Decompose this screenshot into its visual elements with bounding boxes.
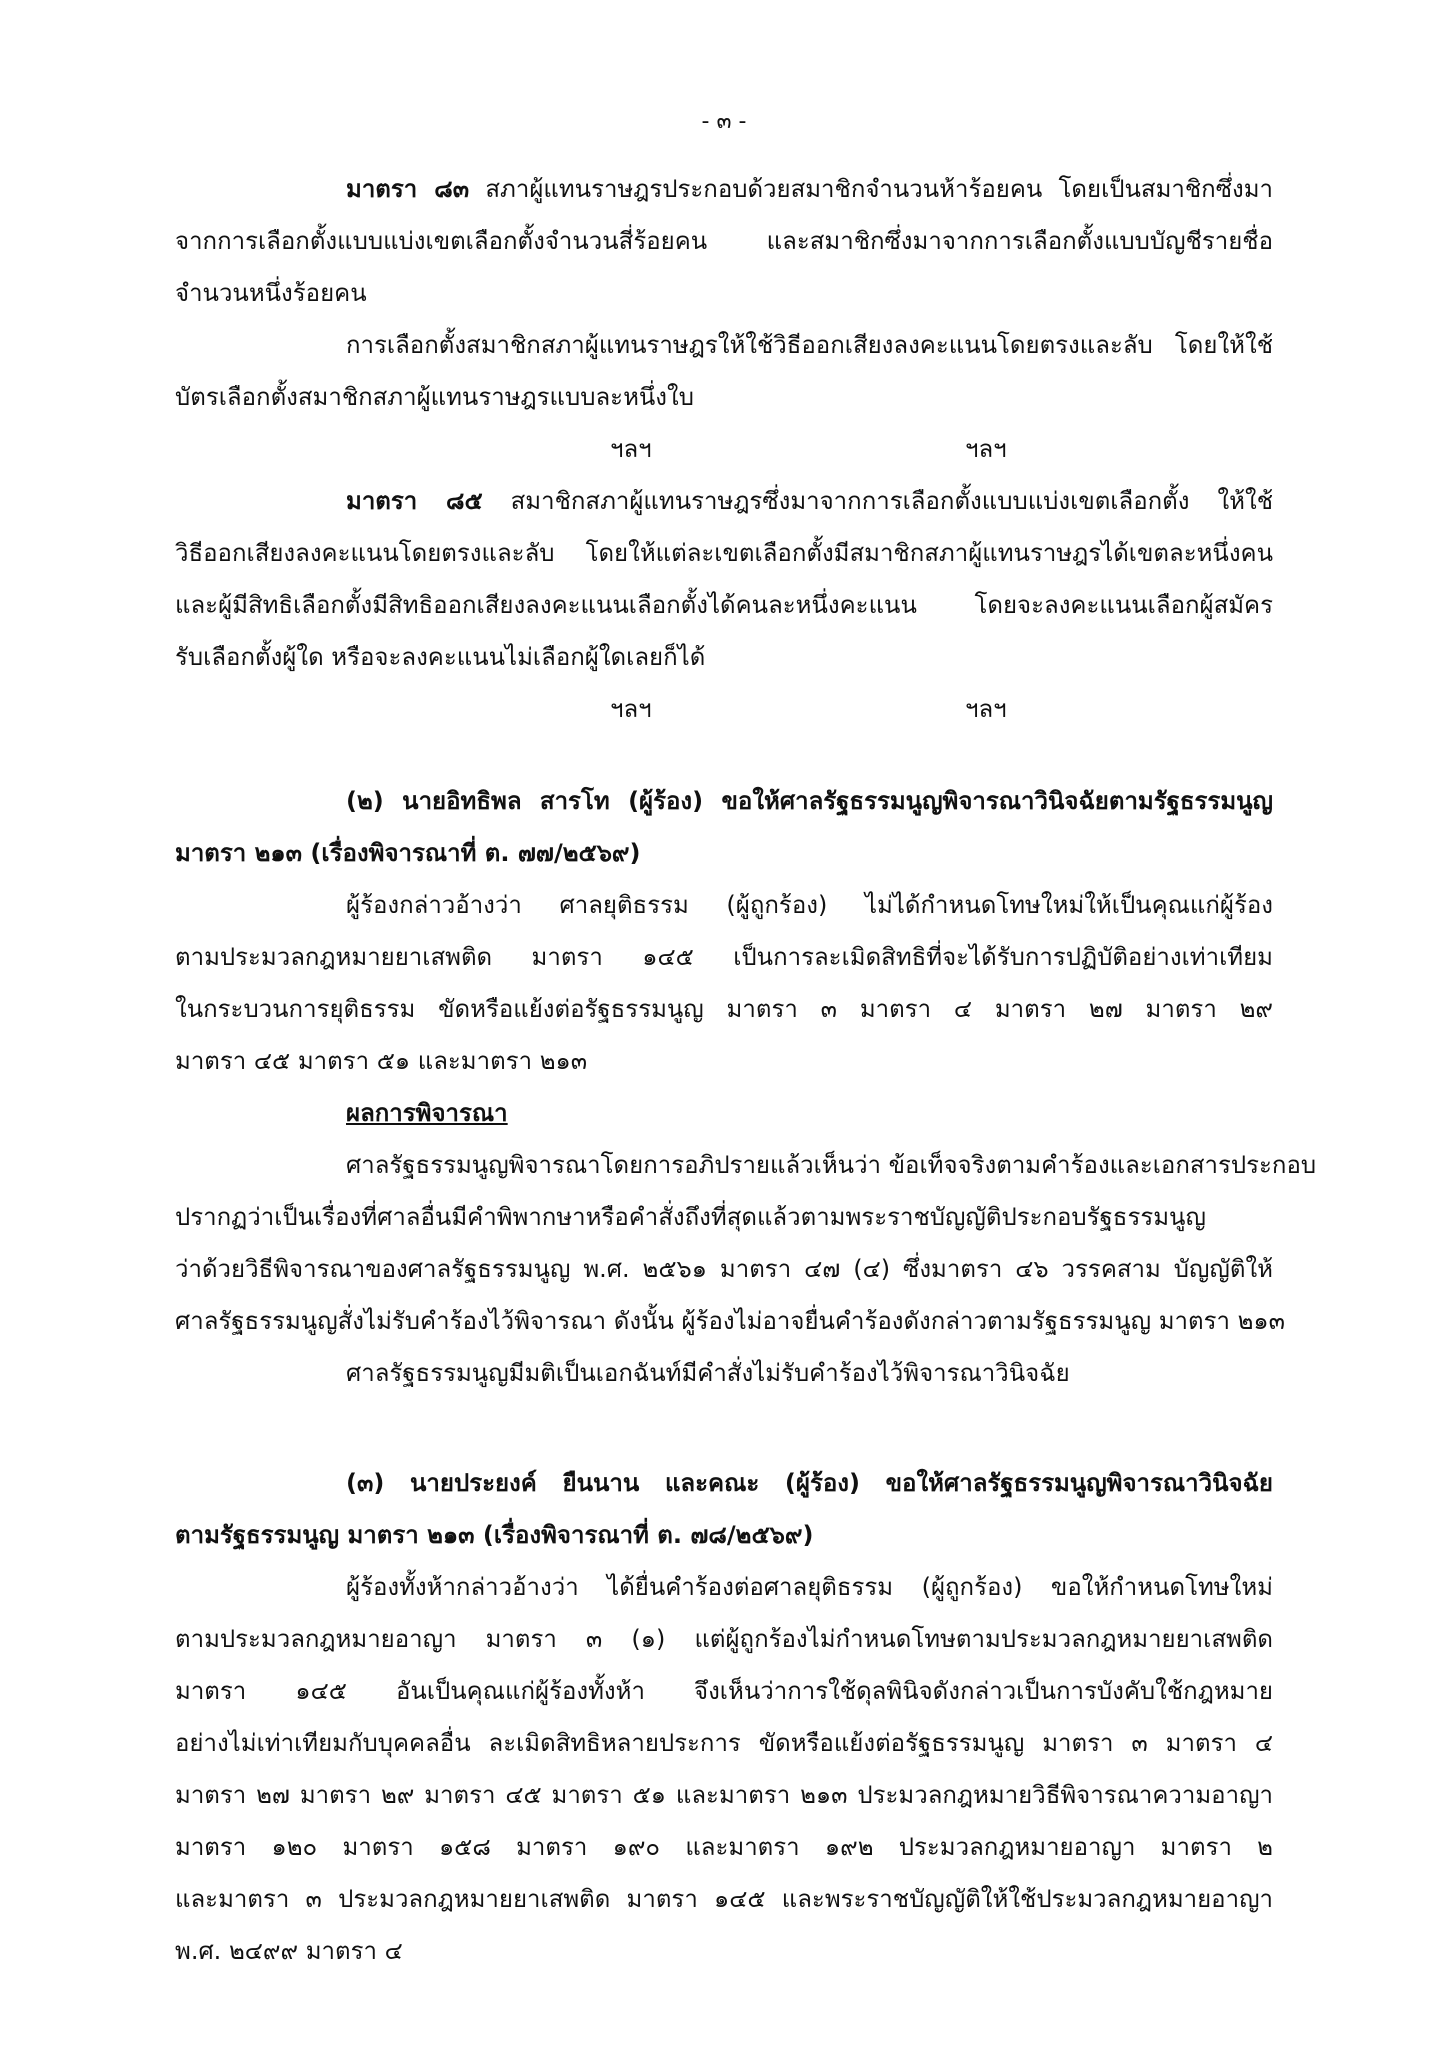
case-3-claim-line-2: ตามประมวลกฎหมายอาญา มาตรา ๓ (๑) แต่ผู้ถูกร้องไม่กำหนดโทษตามประมวลกฎหมายยาเสพติด xyxy=(175,1625,1273,1653)
page-number: - ๓ - xyxy=(701,109,747,134)
result-heading: ผลการพิจารณา xyxy=(346,1099,508,1127)
case-2-result-line-4: ศาลรัฐธรรมนูญสั่งไม่รับคำร้องไว้พิจารณา ดังนั้น ผู้ร้องไม่อาจยื่นคำร้องดังกล่าวตามรัฐธรรมนูญ มาตรา ๒๑๓ xyxy=(175,1307,1286,1335)
case-3-claim-line-4: อย่างไม่เท่าเทียมกับบุคคลอื่น ละเมิดสิทธิหลายประการ ขัดหรือแย้งต่อรัฐธรรมนูญ มาตรา ๓ มาตรา ๔ xyxy=(175,1729,1273,1757)
case-3-heading-line-2: ตามรัฐธรรมนูญ มาตรา ๒๑๓ (เรื่องพิจารณาที่ ต. ๗๘/๒๕๖๙) xyxy=(175,1521,814,1549)
case-3-claim-line-7: และมาตรา ๓ ประมวลกฎหมายยาเสพติด มาตรา ๑๔๕ และพระราชบัญญัติให้ใช้ประมวลกฎหมายอาญา xyxy=(175,1885,1273,1913)
section-83-line-3: จำนวนหนึ่งร้อยคน xyxy=(175,279,367,307)
section-83-label: มาตรา ๘๓ xyxy=(346,175,470,203)
case-2-result-line-2: ปรากฏว่าเป็นเรื่องที่ศาลอื่นมีคำพิพากษาหรือคำสั่งถึงที่สุดแล้วตามพระราชบัญญัติประกอบรัฐธรรมนูญ xyxy=(175,1203,1206,1231)
case-2-heading-line-1: (๒) นายอิทธิพล สารโท (ผู้ร้อง) ขอให้ศาลรัฐธรรมนูญพิจารณาวินิจฉัยตามรัฐธรรมนูญ xyxy=(346,787,1273,815)
section-85-line-1 xyxy=(346,475,1273,527)
section-83-line-1 xyxy=(346,163,1273,215)
omission-mark: ฯลฯ xyxy=(610,435,652,463)
section-85-line-2: วิธีออกเสียงลงคะแนนโดยตรงและลับ โดยให้แต่ละเขตเลือกตั้งมีสมาชิกสภาผู้แทนราษฎรได้เขตละหนึ่งคน xyxy=(175,539,1273,567)
section-83-line-2: จากการเลือกตั้งแบบแบ่งเขตเลือกตั้งจำนวนสี่ร้อยคน และสมาชิกซึ่งมาจากการเลือกตั้งแบบบัญชีรายชื่อ xyxy=(175,227,1273,255)
case-2-heading-line-2: มาตรา ๒๑๓ (เรื่องพิจารณาที่ ต. ๗๗/๒๕๖๙) xyxy=(175,839,641,867)
section-85-line-3: และผู้มีสิทธิเลือกตั้งมีสิทธิออกเสียงลงคะแนนเลือกตั้งได้คนละหนึ่งคะแนน โดยจะลงคะแนนเลือกผู้สมัคร xyxy=(175,591,1273,619)
case-2-claim-line-2: ตามประมวลกฎหมายยาเสพติด มาตรา ๑๔๕ เป็นการละเมิดสิทธิที่จะได้รับการปฏิบัติอย่างเท่าเทียม xyxy=(175,943,1273,971)
section-85-label: มาตรา ๘๕ xyxy=(346,487,483,515)
case-2-result-line-5: ศาลรัฐธรรมนูญมีมติเป็นเอกฉันท์มีคำสั่งไม่รับคำร้องไว้พิจารณาวินิจฉัย xyxy=(346,1359,1070,1387)
case-3-claim-line-3: มาตรา ๑๔๕ อันเป็นคุณแก่ผู้ร้องทั้งห้า จึงเห็นว่าการใช้ดุลพินิจดังกล่าวเป็นการบังคับใช้กฎหมาย xyxy=(175,1677,1273,1705)
omission-mark: ฯลฯ xyxy=(610,695,652,723)
case-2-claim-line-4: มาตรา ๔๕ มาตรา ๕๑ และมาตรา ๒๑๓ xyxy=(175,1047,588,1075)
section-83-para2-line-2: บัตรเลือกตั้งสมาชิกสภาผู้แทนราษฎรแบบละหนึ่งใบ xyxy=(175,383,694,411)
case-3-heading-line-1: (๓) นายประยงค์ ยืนนาน และคณะ (ผู้ร้อง) ขอให้ศาลรัฐธรรมนูญพิจารณาวินิจฉัย xyxy=(346,1469,1273,1497)
case-3-claim-line-5: มาตรา ๒๗ มาตรา ๒๙ มาตรา ๔๕ มาตรา ๕๑ และมาตรา ๒๑๓ ประมวลกฎหมายวิธีพิจารณาความอาญา xyxy=(175,1781,1273,1809)
case-3-claim-line-6: มาตรา ๑๒๐ มาตรา ๑๕๘ มาตรา ๑๙๐ และมาตรา ๑๙๒ ประมวลกฎหมายอาญา มาตรา ๒ xyxy=(175,1833,1273,1861)
omission-mark: ฯลฯ xyxy=(965,435,1007,463)
section-85-line-4: รับเลือกตั้งผู้ใด หรือจะลงคะแนนไม่เลือกผู้ใดเลยก็ได้ xyxy=(175,643,706,671)
case-2-result-line-3: ว่าด้วยวิธีพิจารณาของศาลรัฐธรรมนูญ พ.ศ. ๒๕๖๑ มาตรา ๔๗ (๔) ซึ่งมาตรา ๔๖ วรรคสาม บัญญัติให้ xyxy=(175,1255,1273,1283)
case-3-claim-line-8: พ.ศ. ๒๔๙๙ มาตรา ๔ xyxy=(175,1937,403,1965)
case-2-claim-line-1: ผู้ร้องกล่าวอ้างว่า ศาลยุติธรรม (ผู้ถูกร้อง) ไม่ได้กำหนดโทษใหม่ให้เป็นคุณแก่ผู้ร้อง xyxy=(346,891,1273,919)
case-2-result-line-1: ศาลรัฐธรรมนูญพิจารณาโดยการอภิปรายแล้วเห็นว่า ข้อเท็จจริงตามคำร้องและเอกสารประกอบ xyxy=(346,1151,1317,1179)
section-83-text: สภาผู้แทนราษฎรประกอบด้วยสมาชิกจำนวนห้าร้อยคน โดยเป็นสมาชิกซึ่งมา xyxy=(485,175,1273,203)
omission-mark: ฯลฯ xyxy=(965,695,1007,723)
section-83-para2-line-1: การเลือกตั้งสมาชิกสภาผู้แทนราษฎรให้ใช้วิธีออกเสียงลงคะแนนโดยตรงและลับ โดยให้ใช้ xyxy=(346,331,1273,359)
case-3-claim-line-1: ผู้ร้องทั้งห้ากล่าวอ้างว่า ได้ยื่นคำร้องต่อศาลยุติธรรม (ผู้ถูกร้อง) ขอให้กำหนดโทษใหม่ xyxy=(346,1573,1273,1601)
section-85-text: สมาชิกสภาผู้แทนราษฎรซึ่งมาจากการเลือกตั้งแบบแบ่งเขตเลือกตั้ง ให้ใช้ xyxy=(510,487,1273,515)
case-2-claim-line-3: ในกระบวนการยุติธรรม ขัดหรือแย้งต่อรัฐธรรมนูญ มาตรา ๓ มาตรา ๔ มาตรา ๒๗ มาตรา ๒๙ xyxy=(175,995,1273,1023)
